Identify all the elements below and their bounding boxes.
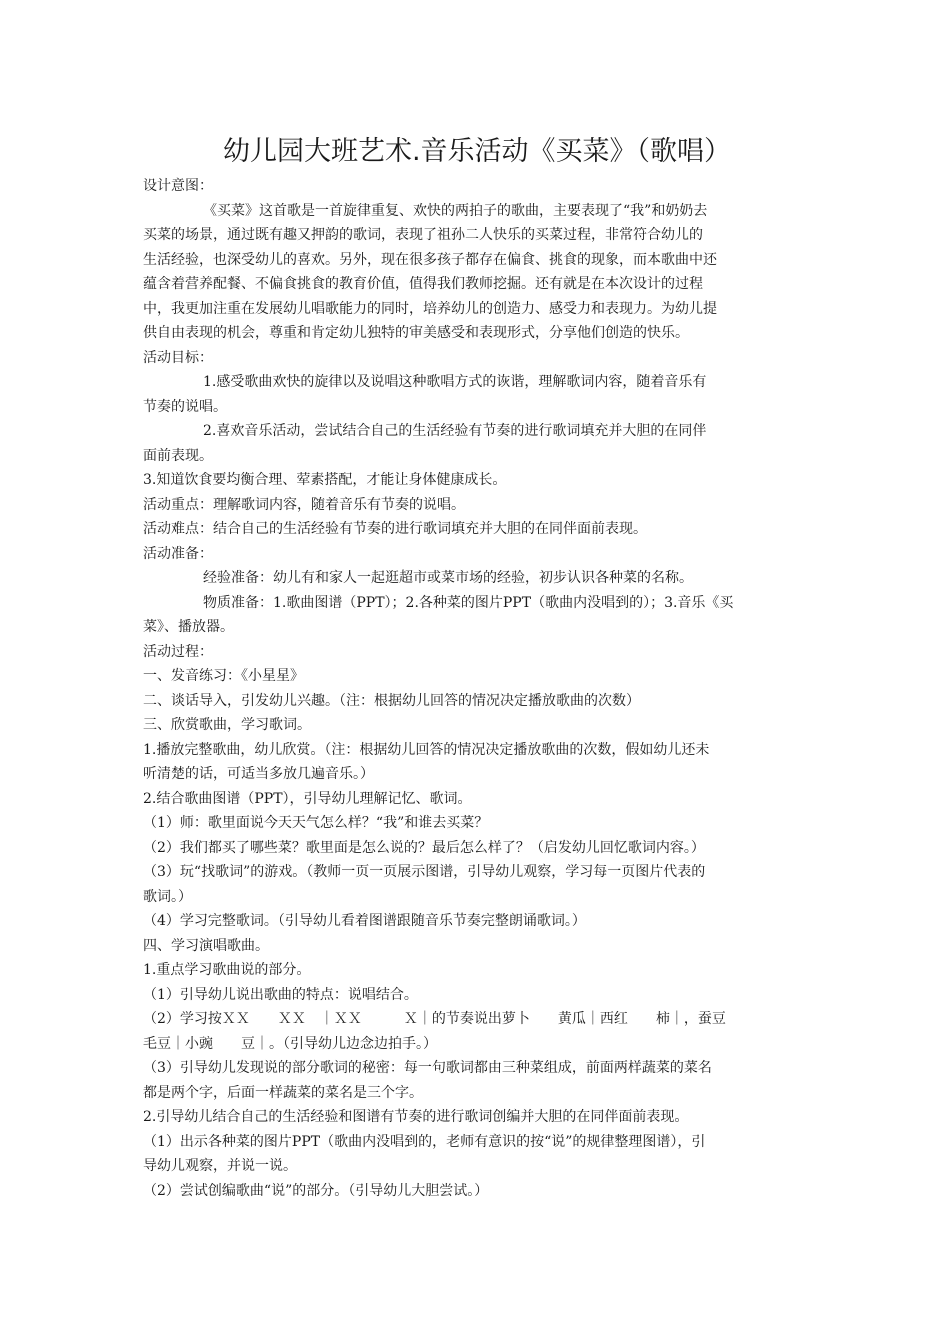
paragraph-line: 歌词。） xyxy=(143,888,192,905)
section-heading-difficulty: 活动难点：结合自己的生活经验有节奏的进行歌词填充并大胆的在同伴面前表现。 xyxy=(143,521,647,537)
paragraph-line: 蕴含着营养配餐、不偏食挑食的教育价值，值得我们教师挖掘。还有就是在本次设计的过程 xyxy=(143,276,703,292)
paragraph-line: 中，我更加注重在发展幼儿唱歌能力的同时，培养幼儿的创造力、感受力和表现力。为幼儿提 xyxy=(143,300,717,317)
paragraph-line: 1.重点学习歌曲说的部分。 xyxy=(143,962,311,978)
paragraph-line: 1.感受歌曲欢快的旋律以及说唱这种歌唱方式的诙谐，理解歌词内容，随着音乐有 xyxy=(203,374,707,390)
paragraph-line: （2）学习按ＸＸ ＸＸ ｜ＸＸ Ｘ｜的节奏说出萝卜 黄瓜｜西红 柿｜，蚕豆 xyxy=(143,1011,726,1027)
paragraph-line: （2）尝试创编歌曲“说”的部分。（引导幼儿大胆尝试。） xyxy=(143,1182,489,1199)
paragraph-line: 供自由表现的机会，尊重和肯定幼儿独特的审美感受和表现形式，分享他们创造的快乐。 xyxy=(143,325,689,341)
document-title: 幼儿园大班艺术.音乐活动《买菜》（歌唱） xyxy=(222,136,732,167)
section-heading-design: 设计意图： xyxy=(143,178,213,194)
paragraph-line: （4）学习完整歌词。（引导幼儿看着图谱跟随音乐节奏完整朗诵歌词。） xyxy=(143,913,586,929)
paragraph-line: 2.结合歌曲图谱（PPT），引导幼儿理解记忆、歌词。 xyxy=(143,790,472,807)
paragraph-line: （1）引导幼儿说出歌曲的特点：说唱结合。 xyxy=(143,986,418,1003)
paragraph-line: 1.播放完整歌曲，幼儿欣赏。（注：根据幼儿回答的情况决定播放歌曲的次数，假如幼儿还未 xyxy=(143,741,710,758)
paragraph-line: 经验准备：幼儿有和家人一起逛超市或菜市场的经验，初步认识各种菜的名称。 xyxy=(203,570,693,586)
paragraph-line: 2.喜欢音乐活动，尝试结合自己的生活经验有节奏的进行歌词填充并大胆的在同伴 xyxy=(203,423,707,439)
paragraph-line: 导幼儿观察，并说一说。 xyxy=(143,1158,297,1174)
paragraph-line: 三、欣赏歌曲，学习歌词。 xyxy=(143,717,311,733)
paragraph-line: 听清楚的话，可适当多放几遍音乐。） xyxy=(143,766,374,782)
paragraph-line: 一、发音练习：《小星星》 xyxy=(143,668,304,684)
section-heading-preparation: 活动准备： xyxy=(143,545,213,562)
paragraph-line: 物质准备：1.歌曲图谱（PPT）；2.各种菜的图片PPT（歌曲内没唱到的）；3.音乐《买 xyxy=(203,594,734,611)
paragraph-line: 生活经验，也深受幼儿的喜欢。另外，现在很多孩子都存在偏食、挑食的现象，而本歌曲中还 xyxy=(143,251,717,268)
paragraph-line: （3）引导幼儿发现说的部分歌词的秘密：每一句歌词都由三种菜组成，前面两样蔬菜的菜名 xyxy=(143,1060,712,1076)
section-heading-goals: 活动目标： xyxy=(143,349,213,366)
paragraph-line: 菜》、播放器。 xyxy=(143,619,234,635)
paragraph-line: （1）师：歌里面说今天天气怎么样？“我”和谁去买菜？ xyxy=(143,815,489,831)
paragraph-line: 面前表现。 xyxy=(143,447,213,464)
paragraph-line: 2.引导幼儿结合自己的生活经验和图谱有节奏的进行歌词创编并大胆的在同伴面前表现。 xyxy=(143,1109,689,1125)
paragraph-line: 毛豆｜小豌 豆｜。（引导幼儿边念边拍手。） xyxy=(143,1035,437,1052)
paragraph-line: 3.知道饮食要均衡合理、荤素搭配，才能让身体健康成长。 xyxy=(143,472,507,488)
paragraph-line: （2）我们都买了哪些菜？歌里面是怎么说的？最后怎么样了？（启发幼儿回忆歌词内容。） xyxy=(143,839,705,856)
paragraph-line: 节奏的说唱。 xyxy=(143,398,227,415)
paragraph-line: 买菜的场景，通过既有趣又押韵的歌词，表现了祖孙二人快乐的买菜过程，非常符合幼儿的 xyxy=(143,227,703,243)
paragraph-line: （3）玩“找歌词”的游戏。（教师一页一页展示图谱，引导幼儿观察，学习每一页图片代表的 xyxy=(143,864,706,880)
paragraph-line: 都是两个字，后面一样蔬菜的菜名是三个字。 xyxy=(143,1084,423,1101)
paragraph-line: 四、学习演唱歌曲。 xyxy=(143,937,269,954)
section-heading-process: 活动过程： xyxy=(143,643,213,660)
paragraph-line: 《买菜》这首歌是一首旋律重复、欢快的两拍子的歌曲，主要表现了“我”和奶奶去 xyxy=(203,202,708,219)
document-page xyxy=(143,132,811,1203)
paragraph-line: 二、谈话导入，引发幼儿兴趣。（注：根据幼儿回答的情况决定播放歌曲的次数） xyxy=(143,692,640,709)
section-heading-key-point: 活动重点：理解歌词内容，随着音乐有节奏的说唱。 xyxy=(143,496,465,513)
paragraph-line: （1）出示各种菜的图片PPT（歌曲内没唱到的，老师有意识的按“说”的规律整理图谱），引 xyxy=(143,1133,706,1150)
